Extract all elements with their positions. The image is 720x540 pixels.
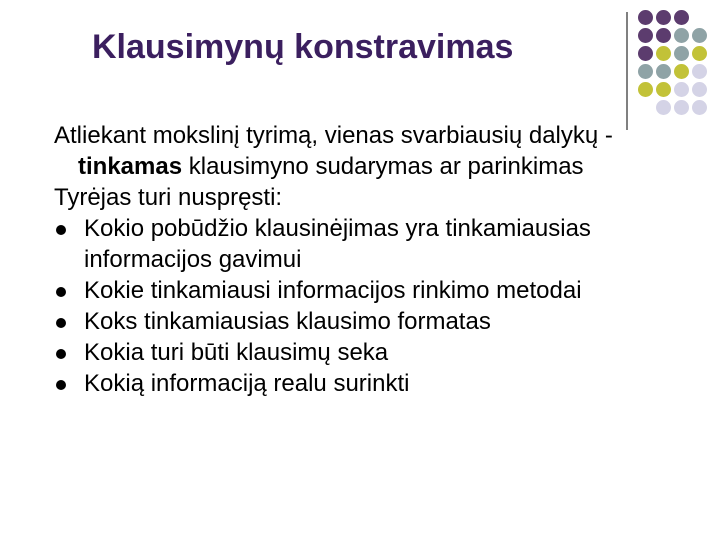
- bullet-icon: [56, 380, 66, 390]
- lead-paragraph: Tyrėjas turi nuspręsti:: [54, 184, 283, 211]
- decorative-dot: [674, 82, 689, 97]
- decorative-divider: [626, 12, 628, 130]
- bullet-icon: [56, 318, 66, 328]
- intro-text-bold: tinkamas: [78, 153, 183, 180]
- decorative-dot: [692, 46, 707, 61]
- bullet-item: [54, 337, 694, 368]
- bullet-icon: [56, 225, 66, 235]
- bullet-text: Kokią informaciją realu surinkti: [84, 370, 410, 397]
- bullet-icon: [56, 349, 66, 359]
- decorative-dot: [656, 64, 671, 79]
- bullet-text: Kokio pobūdžio klausinėjimas yra tinkamiausias informacijos gavimui: [84, 215, 591, 273]
- decorative-dot: [656, 82, 671, 97]
- decorative-dot-grid: [636, 10, 720, 120]
- intro-paragraph: [54, 120, 694, 182]
- decorative-dot: [656, 100, 671, 115]
- decorative-dot: [674, 64, 689, 79]
- intro-text-end: klausimyno sudarymas ar parinkimas: [182, 153, 584, 180]
- decorative-dot: [638, 10, 653, 25]
- bullet-item: [54, 275, 694, 306]
- decorative-dot: [674, 28, 689, 43]
- bullet-text: Kokia turi būti klausimų seka: [84, 339, 389, 366]
- decorative-dot: [674, 46, 689, 61]
- bullet-icon: [56, 287, 66, 297]
- decorative-dot: [692, 100, 707, 115]
- decorative-dot: [656, 46, 671, 61]
- decorative-dot: [656, 10, 671, 25]
- bullet-item: [54, 306, 694, 337]
- slide-body: [54, 120, 694, 399]
- decorative-dot: [674, 10, 689, 25]
- decorative-dot: [638, 64, 653, 79]
- decorative-dot: [674, 100, 689, 115]
- decorative-dot: [692, 28, 707, 43]
- bullet-text: Koks tinkamiausias klausimo formatas: [84, 308, 491, 335]
- decorative-dot: [638, 28, 653, 43]
- bullet-item: [54, 213, 694, 275]
- decorative-dot: [638, 82, 653, 97]
- slide-title: Klausimynų konstravimas: [92, 28, 514, 66]
- intro-text-start: Atliekant mokslinį tyrimą, vienas svarbiausių dalykų -: [54, 122, 613, 149]
- bullet-item: [54, 368, 694, 399]
- decorative-dot: [692, 64, 707, 79]
- decorative-dot: [638, 46, 653, 61]
- bullet-text: Kokie tinkamiausi informacijos rinkimo metodai: [84, 277, 582, 304]
- decorative-dot: [656, 28, 671, 43]
- decorative-dot: [692, 82, 707, 97]
